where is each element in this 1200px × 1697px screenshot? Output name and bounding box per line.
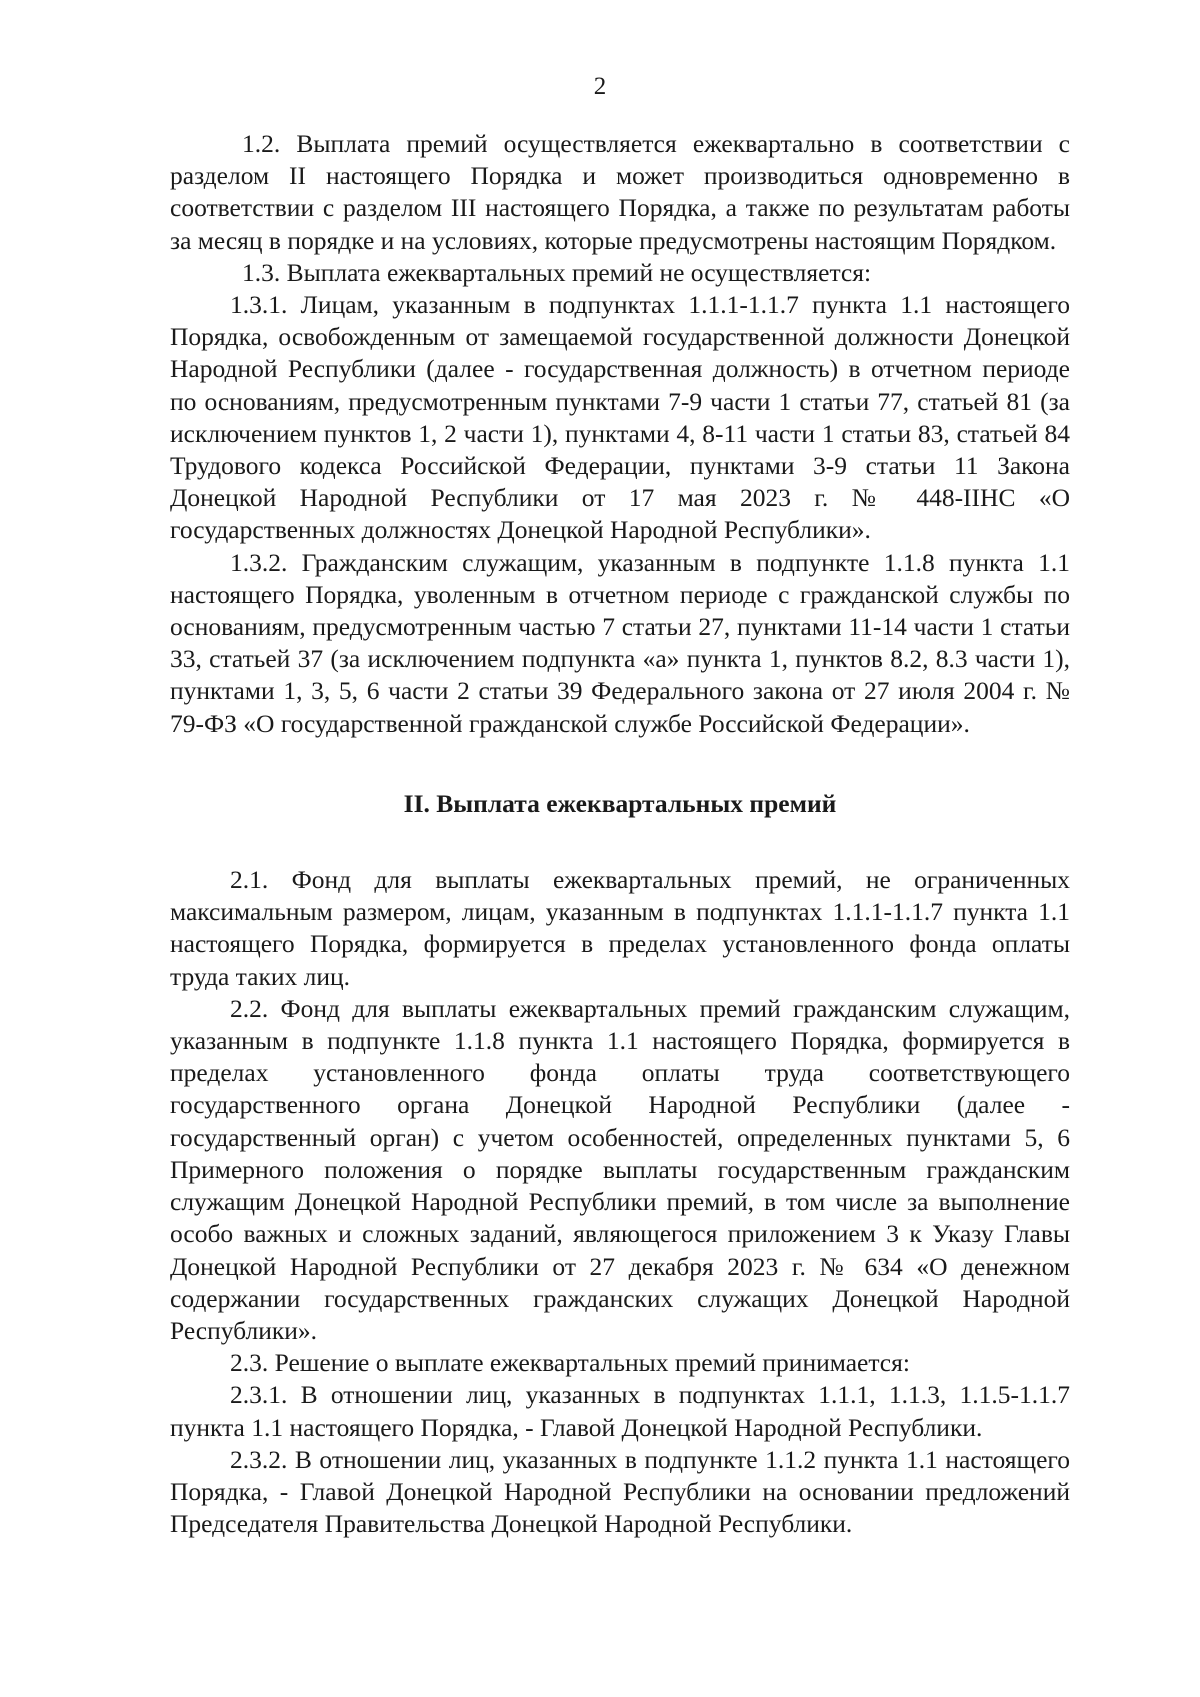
page-number: 2	[593, 73, 607, 100]
paragraph-1-2: 1.2. Выплата премий осуществляется ежеквартально в соответствии с разделом II настоящего Порядка и может производиться одновременно в соответствии с разделом III настоящего Порядка, а также по результатам работы за месяц в порядке и на условиях, которые предусмотрены настоящим Порядком.	[170, 129, 1070, 255]
paragraph-1-3-1: 1.3.1. Лицам, указанным в подпунктах 1.1.1-1.1.7 пункта 1.1 настоящего Порядка, освобожденным от замещаемой государственной должности Донецкой Народной Республики (далее - государственная должность) в отчетном периоде по основаниям, предусмотренным пунктами 7-9 части 1 статьи 77, статьей 81 (за исключением пунктов 1, 2 части 1), пунктами 4, 8-11 части 1 статьи 83, статьей 84 Трудового кодекса Российской Федерации, пунктами 3-9 статьи 11 Закона Донецкой Народной Республики от 17 мая 2023 г. № 448-IIНС «О государственных должностях Донецкой Народной Республики».	[170, 290, 1070, 545]
paragraph-2-1: 2.1. Фонд для выплаты ежеквартальных премий, не ограниченных максимальным размером, лицам, указанным в подпунктах 1.1.1-1.1.7 пункта 1.1 настоящего Порядка, формируется в пределах установленного фонда оплаты труда таких лиц.	[170, 865, 1070, 991]
paragraph-2-3: 2.3. Решение о выплате ежеквартальных премий принимается:	[230, 1348, 910, 1378]
paragraph-2-2: 2.2. Фонд для выплаты ежеквартальных премий гражданским служащим, указанным в подпункте 1.1.8 пункта 1.1 настоящего Порядка, формируется в пределах установленного фонда оплаты труда соответствующего государственного органа Донецкой Народной Республики (далее - государственный орган) с учетом особенностей, определенных пунктами 5, 6 Примерного положения о порядке выплаты государственным гражданским служащим Донецкой Народной Республики премий, в том числе за выполнение особо важных и сложных заданий, являющегося приложением 3 к Указу Главы Донецкой Народной Республики от 27 декабря 2023 г. № 634 «О денежном содержании государственных гражданских служащих Донецкой Народной Республики».	[170, 993, 1070, 1345]
paragraph-2-3-2: 2.3.2. В отношении лиц, указанных в подпункте 1.1.2 пункта 1.1 настоящего Порядка, - Главой Донецкой Народной Республики на основании предложений Председателя Правительства Донецкой Народной Республики.	[170, 1444, 1070, 1539]
paragraph-1-3: 1.3. Выплата ежеквартальных премий не осуществляется:	[242, 257, 872, 287]
paragraph-2-3-1: 2.3.1. В отношении лиц, указанных в подпунктах 1.1.1, 1.1.3, 1.1.5-1.1.7 пункта 1.1 настоящего Порядка, - Главой Донецкой Народной Республики.	[170, 1380, 1070, 1442]
paragraph-1-3-2: 1.3.2. Гражданским служащим, указанным в подпункте 1.1.8 пункта 1.1 настоящего Порядка, уволенным в отчетном периоде с гражданской службы по основаниям, предусмотренным частью 7 статьи 27, пунктами 11-14 части 1 статьи 33, статьей 37 (за исключением подпункта «а» пункта 1, пунктов 8.2, 8.3 части 1), пунктами 1, 3, 5, 6 части 2 статьи 39 Федерального закона от 27 июля 2004 г. № 79-ФЗ «О государственной гражданской службе Российской Федерации».	[170, 547, 1070, 738]
document-body	[170, 128, 1070, 1540]
section-heading: II. Выплата ежеквартальных премий	[403, 788, 837, 818]
